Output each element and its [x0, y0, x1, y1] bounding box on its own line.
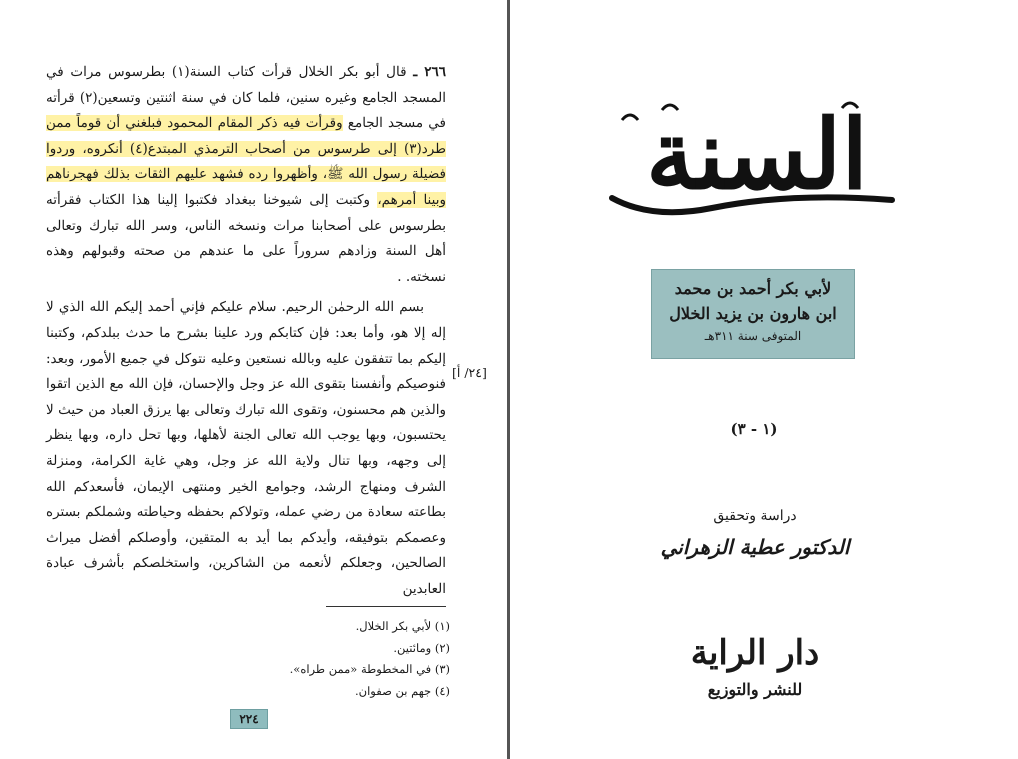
footnotes [200, 616, 450, 702]
title-text: السنة [646, 98, 868, 211]
highlighted-text: وقرأت فيه ذكر المقام المحمود فبلغني أن قوماً ممن طرد [46, 115, 446, 157]
text-segment: وكتبت إلى شيوخنا ببغداد فكتبوا إلينا هذا الكتاب فقرأته بطرسوس على أصحابنا مرات ونسخه الناس، وسر الله تبارك وتعالى أهل السنة وزادهم سروراً على ما عندهم من صحته وقبولهم وهذه نسخته. . [46, 191, 446, 285]
author-line-1: لأبي بكر أحمد بن محمد [674, 279, 832, 298]
right-page-cover [510, 0, 1018, 759]
paragraph-narration [46, 60, 446, 290]
highlighted-text: أنكروه، وردوا فضيلة رسول الله ﷺ، وأظهروا رده فشهد عليهم الثقات بذلك فهجرناهم وبينا أمرهم، [46, 140, 446, 208]
publisher-subtitle: للنشر والتوزيع [707, 680, 803, 699]
text-segment: قال أبو بكر الخلال قرأت كتاب السنة [189, 64, 407, 80]
item-number: ٢٦٦ ـ [413, 64, 446, 80]
study-label: دراسة وتحقيق [713, 508, 797, 524]
footnote-1: (١) لأبي بكر الخلال. [355, 619, 450, 633]
author-line-2: ابن هارون بن يزيد الخلال [669, 304, 837, 323]
text-segment: (١) [171, 64, 190, 80]
paragraph-letter: بسم الله الرحمٰن الرحيم. سلام عليكم فإني أحمد إليكم الله الذي لا إله إلا هو، وأما بعد: فإن كتابكم ورد علينا بشرح ما حدث ببلدكم، وكتبنا إليكم بما تتفقون عليه وبالله نستعين وعليه نتوكل في جميع الأمور، وبعد: فنوصيكم وأنفسنا بتقوى الله عز وجل والإحسان، فإن الله مع الذين اتقوا والذين هم محسنون، وتقوى الله تبارك وتعالى بها يرزق العباد من حيث لا يحتسبون، وبها يوجب الله تعالى الجنة لأهلها، وبها تحل داره، وبها ينظر إلى وجهه، وبها تنال ولاية الله عز وجل، وهي غاية الكرامة، ومنزلة الشرف ومنهاج الرشد، وجوامع الخير ومنتهى الإيمان، فأسعدكم الله بطاعته سعادة من رضي عمله، وتولاكم بحفظه وحياطته وشملكم بستره وعصمكم بتوفيقه، وأيدكم بما أيد به المتقين، وأوصلكم أفضل ميراث الصالحين، وجعلكم لأنعمه من الشاكرين، واستخلصكم بأشرف عبادة العابدين [46, 299, 446, 597]
left-page [0, 0, 507, 759]
highlighted-text: (٣) [403, 140, 422, 157]
author-death-year: المتوفى سنة ٣١١هـ [704, 329, 802, 343]
editor-name: الدكتور عطية الزهراني [660, 535, 850, 559]
footnote-2: (٢) ومائتين. [393, 640, 450, 655]
calligraphic-title [592, 80, 922, 230]
page-number: ٢٢٤ [230, 709, 268, 729]
footnote-4: (٤) جهم بن صفوان. [355, 683, 450, 698]
highlighted-text: إلى طرسوس من أصحاب الترمذي المبتدع [147, 140, 404, 157]
highlighted-text: (٤) [129, 140, 148, 157]
text-segment: قرأته في مسجد الجامع [46, 89, 447, 132]
footnote-divider [326, 606, 446, 607]
manuscript-folio-ref: [٢٤/ أ] [452, 365, 487, 380]
text-segment: بطرسوس مرات في المسجد الجامع وغيره سنين، فلما كان في سنة اثنتين وتسعين [46, 64, 446, 106]
main-text [46, 60, 446, 602]
author-box [651, 269, 855, 359]
text-segment: (٢) [79, 89, 98, 106]
publisher-logo: دار الراية [690, 633, 820, 673]
volume-range: (١ - ٣) [730, 420, 778, 438]
footnote-3: (٣) في المخطوطة «ممن طراه». [289, 662, 450, 676]
